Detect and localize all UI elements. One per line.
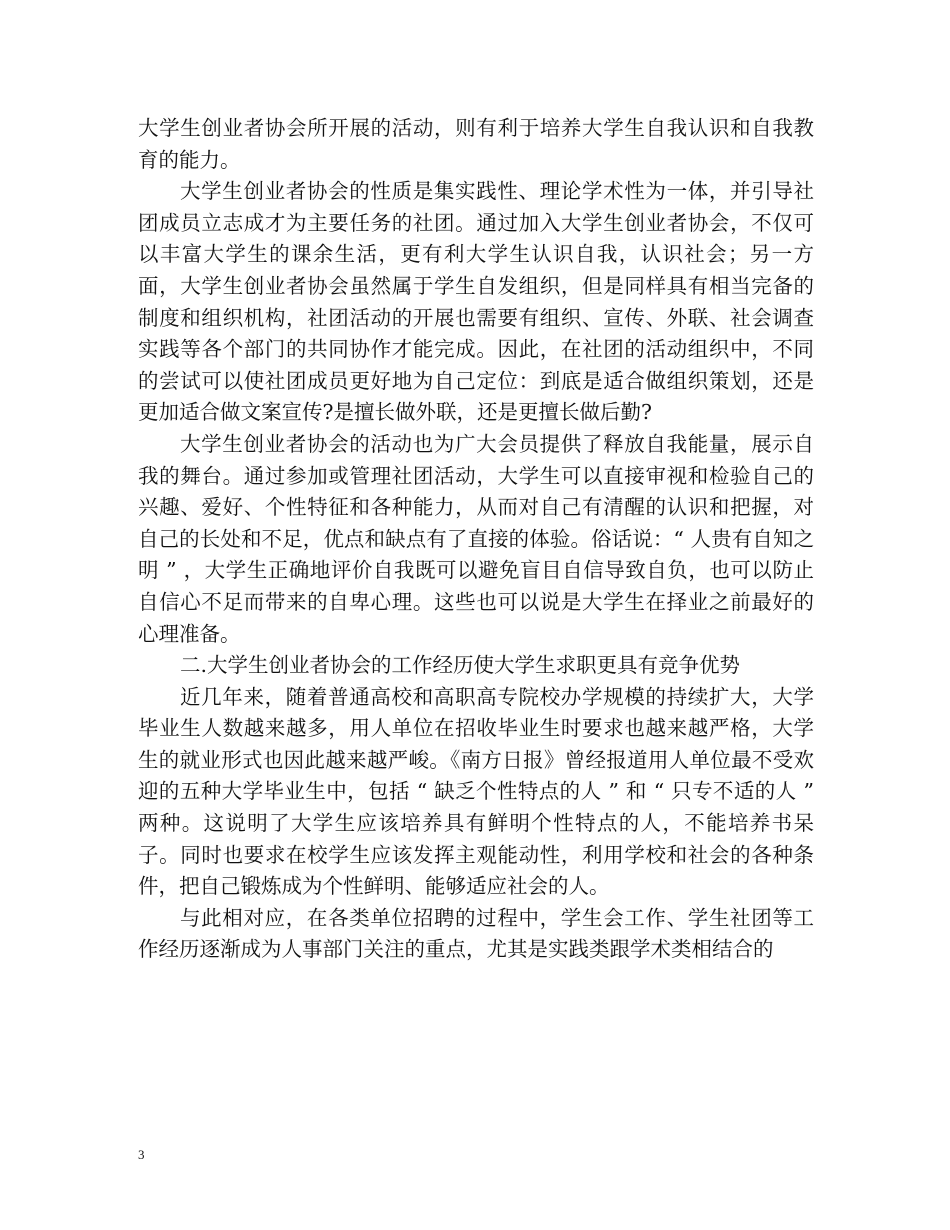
body-text bbox=[138, 113, 814, 966]
section-heading: 二.大学生创业者协会的工作经历使大学生求职更具有竞争优势 bbox=[180, 653, 741, 678]
page-number: 3 bbox=[138, 1147, 145, 1162]
paragraph-self-realization: 大学生创业者协会的活动也为广大会员提供了释放自我能量，展示自我的舞台。通过参加或管理社团活动，大学生可以直接审视和检验自己的兴趣、爱好、个性特征和各种能力，从而对自己有清醒的认识和把握，对自己的长处和不足，优点和缺点有了直接的体验。俗话说：“ 人贵有自知之明 ” ，大学生正确地评价自我既可以避免盲目自信导致自负，也可以防止自信心不足而带来的自卑心理。这些也可以说是大学生在择业之前最好的心理准备。 bbox=[138, 431, 814, 646]
paragraph-employment: 近几年来，随着普通高校和高职高专院校办学规模的持续扩大，大学毕业生人数越来越多，用人单位在招收毕业生时要求也越来越严格，大学生的就业形式也因此越来越严峻。《南方日报》曾经报道用人单位最不受欢迎的五种大学毕业生中，包括 “ 缺乏个性特点的人 ” 和 “ 只专不适的人 ” 两种。这说明了大学生应该培养具有鲜明个性特点的人，不能培养书呆子。同时也要求在校学生应该发挥主观能动性，利用学校和社会的各种条件，把自己锻炼成为个性鲜明、能够适应社会的人。 bbox=[138, 684, 814, 899]
paragraph-continuation: 大学生创业者协会所开展的活动，则有利于培养大学生自我认识和自我教育的能力。 bbox=[138, 116, 814, 172]
paragraph-association-nature: 大学生创业者协会的性质是集实践性、理论学术性为一体，并引导社团成员立志成才为主要任务的社团。通过加入大学生创业者协会，不仅可以丰富大学生的课余生活，更有利大学生认识自我，认识社会；另一方面，大学生创业者协会虽然属于学生自发组织，但是同样具有相当完备的制度和组织机构，社团活动的开展也需要有组织、宣传、外联、社会调查实践等各个部门的共同协作才能完成。因此，在社团的活动组织中，不同的尝试可以使社团成员更好地为自己定位：到底是适合做组织策划，还是更加适合做文案宣传?是擅长做外联，还是更擅长做后勤? bbox=[138, 179, 814, 425]
paragraph-recruitment: 与此相对应，在各类单位招聘的过程中，学生会工作、学生社团等工作经历逐渐成为人事部门关注的重点，尤其是实践类跟学术类相结合的 bbox=[138, 905, 814, 962]
